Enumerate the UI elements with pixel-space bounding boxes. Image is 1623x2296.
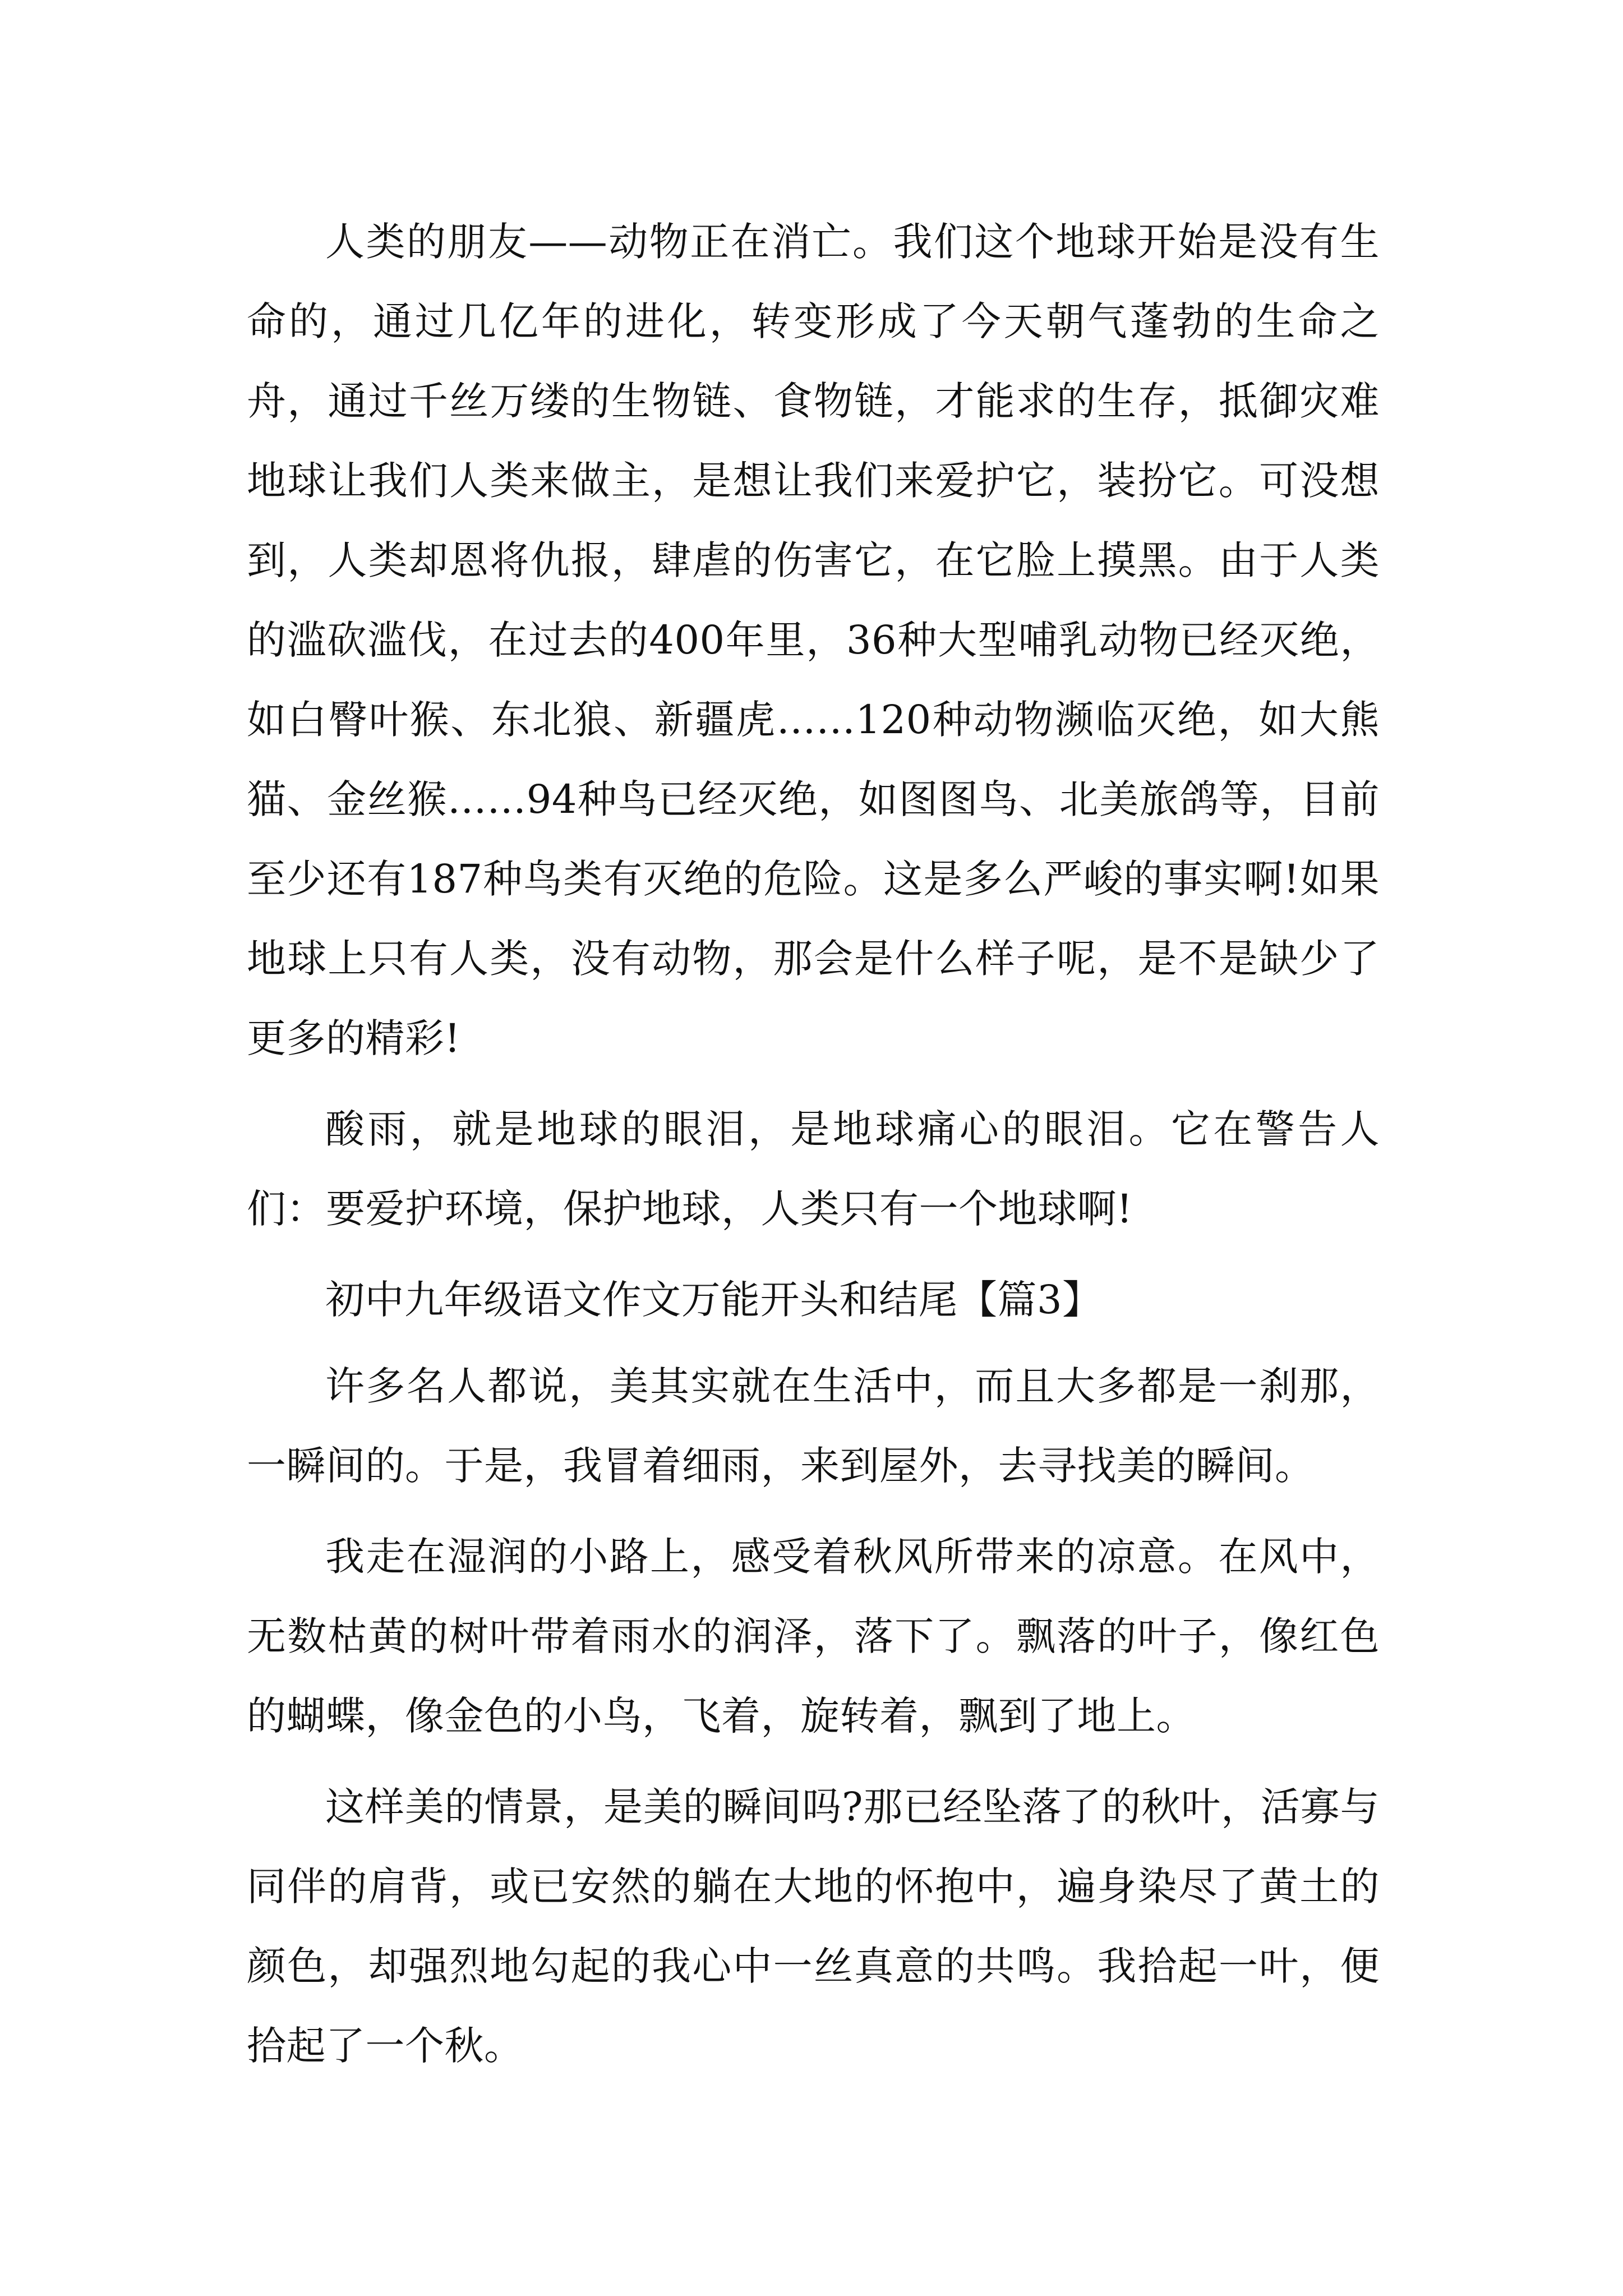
paragraph-animals: 人类的朋友——动物正在消亡。我们这个地球开始是没有生命的，通过几亿年的进化，转变形成了今天朝气蓬勃的生命之舟，通过千丝万缕的生物链、食物链，才能求的生存，抵御灾难地球让我们人类来做主，是想让我们来爱护它，装扮它。可没想到，人类却恩将仇报，肆虐的伤害它，在它脸上摸黑。由于人类的滥砍滥伐，在过去的400年里，36种大型哺乳动物已经灭绝，如白臀叶猴、东北狼、新疆虎……120种动物濒临灭绝，如大熊猫、金丝猴……94种鸟已经灭绝，如图图鸟、北美旅鸽等，目前至少还有187种鸟类有灭绝的危险。这是多么严峻的事实啊!如果地球上只有人类，没有动物，那会是什么样子呢，是不是缺少了更多的精彩!	[247, 219, 1380, 1061]
paragraph-acid-rain: 酸雨，就是地球的眼泪，是地球痛心的眼泪。它在警告人们：要爱护环境，保护地球，人类只有一个地球啊!	[247, 1106, 1380, 1232]
document-body	[247, 202, 1380, 2097]
section-heading: 初中九年级语文作文万能开头和结尾【篇3】	[325, 1277, 1102, 1323]
paragraph-wet-path: 我走在湿润的小路上，感受着秋风所带来的凉意。在风中，无数枯黄的树叶带着雨水的润泽，落下了。飘落的叶子，像红色的蝴蝶，像金色的小鸟，飞着，旋转着，飘到了地上。	[247, 1534, 1380, 1739]
paragraph-beauty-moment: 许多名人都说，美其实就在生活中，而且大多都是一刹那，一瞬间的。于是，我冒着细雨，来到屋外，去寻找美的瞬间。	[247, 1363, 1380, 1489]
paragraph-autumn-leaf: 这样美的情景，是美的瞬间吗?那已经坠落了的秋叶，活寡与同伴的肩背，或已安然的躺在大地的怀抱中，遍身染尽了黄土的颜色，却强烈地勾起的我心中一丝真意的共鸣。我拾起一叶，便拾起了一个秋。	[247, 1784, 1380, 2069]
